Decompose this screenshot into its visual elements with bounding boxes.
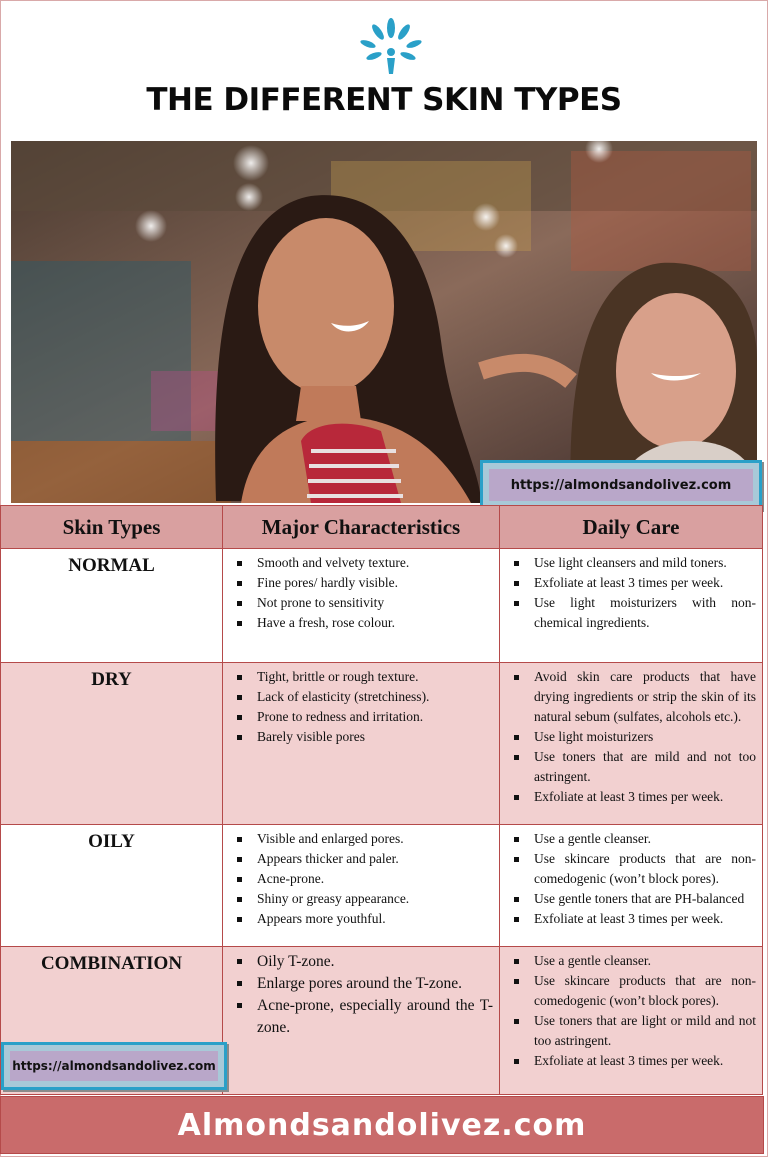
list-item: Use a gentle cleanser. bbox=[510, 951, 756, 971]
list-item: Shiny or greasy appearance. bbox=[233, 889, 493, 909]
list-item: Barely visible pores bbox=[233, 727, 493, 747]
characteristics-list bbox=[223, 947, 499, 1039]
leaf-person-logo-icon bbox=[356, 18, 426, 76]
page-title: THE DIFFERENT SKIN TYPES bbox=[146, 82, 622, 118]
characteristics-list bbox=[223, 549, 499, 633]
header-daily-care: Daily Care bbox=[500, 506, 763, 549]
table-row-oily bbox=[1, 825, 763, 947]
list-item: Smooth and velvety texture. bbox=[233, 553, 493, 573]
watermark-url-text: https://almondsandolivez.com bbox=[10, 1051, 218, 1081]
list-item: Exfoliate at least 3 times per week. bbox=[510, 909, 756, 929]
list-item: Oily T-zone. bbox=[233, 951, 493, 973]
list-item: Exfoliate at least 3 times per week. bbox=[510, 787, 756, 807]
list-item: Use light moisturizers with non-chemical ingredients. bbox=[510, 593, 756, 633]
header-major-characteristics: Major Characteristics bbox=[223, 506, 500, 549]
footer-banner bbox=[0, 1096, 764, 1154]
list-item: Avoid skin care products that have drying ingredients or strip the skin of its natural sebum (sulfates, alcohols etc.). bbox=[510, 667, 756, 727]
list-item: Use light cleansers and mild toners. bbox=[510, 553, 756, 573]
list-item: Appears more youthful. bbox=[233, 909, 493, 929]
list-item: Exfoliate at least 3 times per week. bbox=[510, 573, 756, 593]
list-item: Acne-prone, especially around the T-zone. bbox=[233, 995, 493, 1039]
list-item: Visible and enlarged pores. bbox=[233, 829, 493, 849]
list-item: Enlarge pores around the T-zone. bbox=[233, 973, 493, 995]
list-item: Prone to redness and irritation. bbox=[233, 707, 493, 727]
care-list bbox=[500, 549, 762, 633]
watermark-url-badge-bottom bbox=[1, 1042, 227, 1090]
list-item: Use skincare products that are non-comedogenic (won’t block pores). bbox=[510, 971, 756, 1011]
list-item: Use a gentle cleanser. bbox=[510, 829, 756, 849]
skin-type-label: COMBINATION bbox=[40, 953, 183, 974]
characteristics-list bbox=[223, 825, 499, 929]
list-item: Fine pores/ hardly visible. bbox=[233, 573, 493, 593]
watermark-url-text: https://almondsandolivez.com bbox=[489, 469, 753, 501]
skin-type-label: OILY bbox=[88, 831, 135, 852]
list-item: Use toners that are mild and not too astringent. bbox=[510, 747, 756, 787]
footer-site-name: Almondsandolivez.com bbox=[177, 1107, 587, 1143]
hero-photo bbox=[11, 141, 757, 503]
header-skin-types: Skin Types bbox=[1, 506, 223, 549]
list-item: Have a fresh, rose colour. bbox=[233, 613, 493, 633]
list-item: Not prone to sensitivity bbox=[233, 593, 493, 613]
care-list bbox=[500, 825, 762, 929]
list-item: Use skincare products that are non-comedogenic (won’t block pores). bbox=[510, 849, 756, 889]
list-item: Exfoliate at least 3 times per week. bbox=[510, 1051, 756, 1071]
list-item: Appears thicker and paler. bbox=[233, 849, 493, 869]
skin-type-label: NORMAL bbox=[68, 555, 155, 576]
table-row-dry bbox=[1, 663, 763, 825]
skin-type-label: DRY bbox=[91, 669, 132, 690]
watermark-url-badge-top bbox=[480, 460, 762, 510]
list-item: Use light moisturizers bbox=[510, 727, 756, 747]
care-list bbox=[500, 947, 762, 1071]
list-item: Lack of elasticity (stretchiness). bbox=[233, 687, 493, 707]
list-item: Use toners that are light or mild and not too astringent. bbox=[510, 1011, 756, 1051]
table-header-row bbox=[1, 506, 763, 549]
skin-types-table bbox=[0, 505, 763, 1095]
characteristics-list bbox=[223, 663, 499, 747]
list-item: Use gentle toners that are PH-balanced bbox=[510, 889, 756, 909]
table-row-normal bbox=[1, 549, 763, 663]
care-list bbox=[500, 663, 762, 807]
list-item: Tight, brittle or rough texture. bbox=[233, 667, 493, 687]
list-item: Acne-prone. bbox=[233, 869, 493, 889]
